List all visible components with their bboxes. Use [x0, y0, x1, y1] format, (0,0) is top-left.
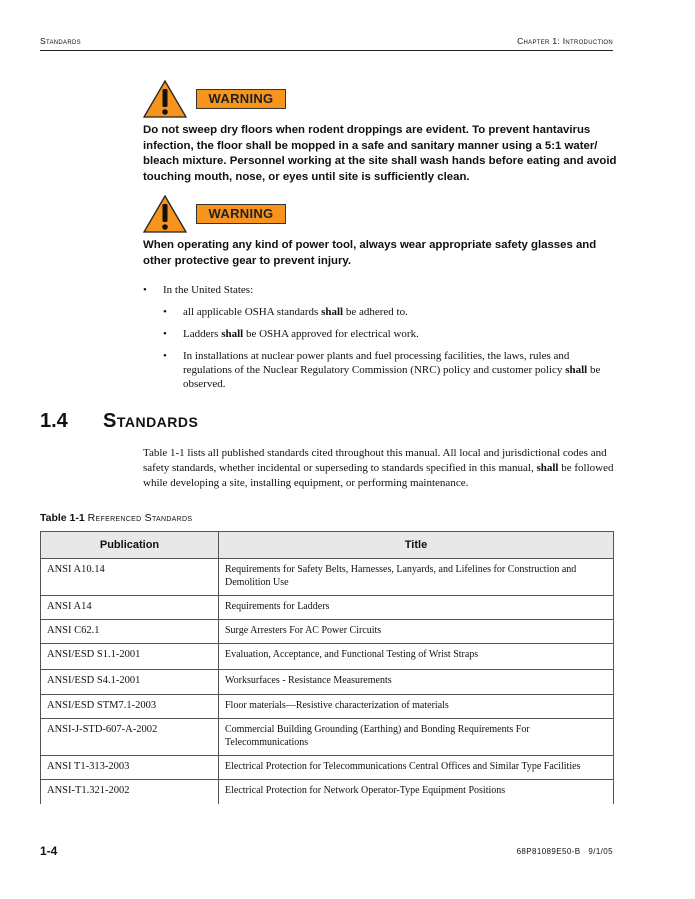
table-row	[41, 670, 614, 695]
list-item-text: Ladders	[183, 328, 222, 340]
title-cell: Evaluation, Acceptance, and Functional Testing of Wrist Straps	[219, 644, 614, 670]
emphasis-shall: shall	[536, 462, 559, 474]
publication-cell: ANSI A10.14	[41, 559, 219, 596]
publication-cell: ANSI/ESD S4.1-2001	[41, 670, 219, 695]
table-row	[41, 620, 614, 644]
publication-cell: ANSI-T1.321-2002	[41, 780, 219, 804]
publication-cell: ANSI/ESD S1.1-2001	[41, 644, 219, 670]
table-caption-title: Referenced Standards	[87, 512, 193, 524]
warning-block	[143, 79, 618, 185]
section-title: Standards	[103, 410, 199, 432]
warning-block	[143, 194, 618, 269]
emphasis-shall: shall	[321, 306, 344, 318]
list-item	[143, 327, 618, 341]
bullet-glyph: •	[163, 350, 167, 362]
list-item-text: In installations at nuclear power plants and fuel processing facilities, the laws, rules and regulations of the Nuclear Regulatory Commission (NRC) policy and customer policy	[183, 350, 570, 376]
title-cell: Commercial Building Grounding (Earthing) and Bonding Requirements For Telecommunications	[219, 719, 614, 756]
warning-text: Do not sweep dry floors when rodent droppings are evident. To prevent hantavirus infection, the floor shall be mopped in a safe and sanitary manner using a 5:1 water/ bleach mixture. Personnel working at the site shall wash hands before eating and avoid touching mouth, nose, or eyes until site is sufficiently clean.	[143, 124, 617, 183]
body-paragraph	[143, 446, 615, 491]
title-cell: Requirements for Ladders	[219, 596, 614, 620]
title-cell: Surge Arresters For AC Power Circuits	[219, 620, 614, 644]
list-item-text: be OSHA approved for electrical work.	[243, 328, 419, 340]
bullet-glyph: •	[163, 328, 167, 340]
bullet-glyph: •	[143, 284, 147, 296]
paragraph-text: be followed while developing a site, installing equipment, or performing maintenance.	[143, 462, 614, 489]
table-caption-number: Table 1-1	[40, 512, 85, 524]
list-item-text: be adhered to.	[343, 306, 408, 318]
title-cell: Electrical Protection for Telecommunications Central Offices and Similar Type Facilities	[219, 756, 614, 780]
document-id: 68P81089E50-B 9/1/05	[516, 847, 613, 856]
table-row	[41, 644, 614, 670]
section-number: 1.4	[40, 410, 68, 432]
table-row	[41, 596, 614, 620]
table-row	[41, 719, 614, 756]
publication-cell: ANSI C62.1	[41, 620, 219, 644]
paragraph-text: Table 1-1 lists all published standards cited throughout this manual. All local and jurisdictional codes and safety standards, whether incidental or superseding to standards specified in this manual,	[143, 447, 607, 474]
list-item-text: be observed.	[183, 364, 601, 390]
column-header-title: Title	[219, 532, 614, 559]
list-item-text: all applicable OSHA standards	[183, 306, 322, 318]
warning-text: When operating any kind of power tool, always wear appropriate safety glasses and other protective gear to prevent injury.	[143, 239, 597, 267]
page-number: 1-4	[40, 844, 58, 858]
bullet-list	[143, 283, 618, 391]
table-row	[41, 780, 614, 804]
warning-triangle-icon	[143, 195, 187, 233]
title-cell: Electrical Protection for Network Operator-Type Equipment Positions	[219, 780, 614, 804]
title-cell: Floor materials—Resistive characterization of materials	[219, 695, 614, 719]
emphasis-shall: shall	[565, 364, 588, 376]
publication-cell: ANSI-J-STD-607-A-2002	[41, 719, 219, 756]
publication-cell: ANSI A14	[41, 596, 219, 620]
list-item-text: In the United States:	[163, 284, 254, 296]
list-item	[143, 305, 618, 319]
referenced-standards-table	[40, 531, 614, 804]
table-row	[41, 756, 614, 780]
list-item	[143, 283, 618, 297]
bullet-glyph: •	[163, 306, 167, 318]
column-header-publication: Publication	[41, 532, 219, 559]
publication-cell: ANSI/ESD STM7.1-2003	[41, 695, 219, 719]
table-caption	[40, 512, 192, 524]
title-cell: Requirements for Safety Belts, Harnesses, Lanyards, and Lifelines for Construction and Demolition Use	[219, 559, 614, 596]
warning-triangle-icon	[143, 80, 187, 118]
table-row	[41, 695, 614, 719]
warning-label: WARNING	[196, 89, 286, 109]
emphasis-shall: shall	[221, 328, 244, 340]
running-header-left: Standards	[40, 36, 81, 46]
table-row	[41, 559, 614, 596]
table-header-row	[41, 532, 614, 559]
list-item	[143, 349, 618, 391]
title-cell: Worksurfaces - Resistance Measurements	[219, 670, 614, 695]
publication-cell: ANSI T1-313-2003	[41, 756, 219, 780]
warning-label: WARNING	[196, 204, 286, 224]
running-header-right: Chapter 1: Introduction	[517, 36, 613, 46]
header-rule	[40, 50, 613, 51]
